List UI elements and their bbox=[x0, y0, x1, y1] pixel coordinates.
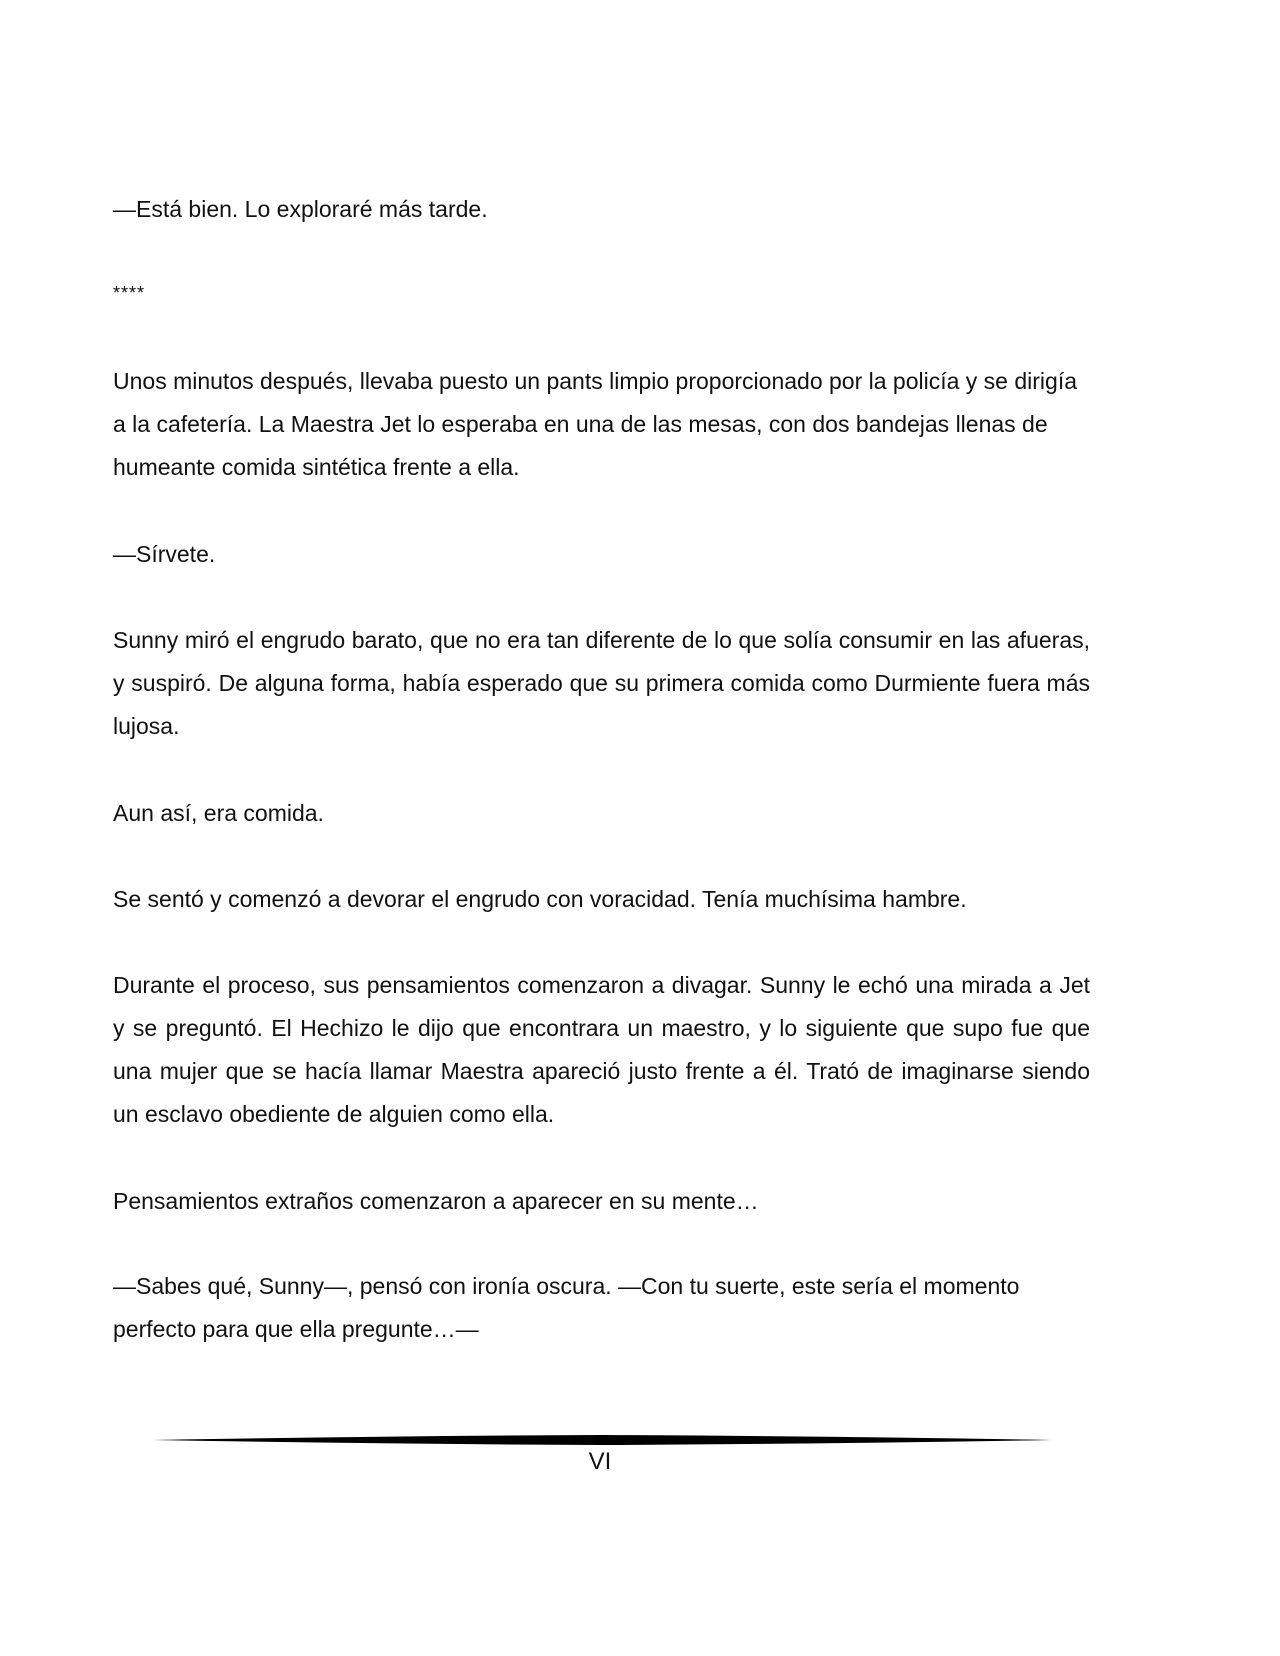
page-number: VI bbox=[588, 1448, 612, 1475]
paragraph-3: —Sírvete. bbox=[113, 541, 216, 567]
paragraph-7: Durante el proceso, sus pensamientos comenzaron a divagar. Sunny le echó una mirada a Jet y se preguntó. El Hechizo le dijo que encontrara un maestro, y lo siguiente que supo fue que una mujer que se hacía llamar Maestra apareció justo frente a él. Trató de imaginarse siendo un esclavo obediente de alguien como ella. bbox=[113, 972, 1090, 1127]
paragraph-1: —Está bien. Lo exploraré más tarde. bbox=[113, 196, 488, 222]
scene-separator: **** bbox=[113, 283, 146, 303]
paragraph-9: —Sabes qué, Sunny—, pensó con ironía oscura. —Con tu suerte, este sería el momento perfecto para que ella pregunte…— bbox=[113, 1273, 1020, 1342]
paragraph-8: Pensamientos extraños comenzaron a aparecer en su mente… bbox=[113, 1188, 759, 1214]
paragraph-2: Unos minutos después, llevaba puesto un pants limpio proporcionado por la policía y se dirigía a la cafetería. La Maestra Jet lo esperaba en una de las mesas, con dos bandejas llenas de humeante comida sintética frente a ella. bbox=[113, 368, 1078, 480]
paragraph-4: Sunny miró el engrudo barato, que no era tan diferente de lo que solía consumir en las afueras, y suspiró. De alguna forma, había esperado que su primera comida como Durmiente fuera más lujosa. bbox=[113, 627, 1090, 739]
footer-divider bbox=[152, 1434, 1052, 1446]
paragraph-6: Se sentó y comenzó a devorar el engrudo con voracidad. Tenía muchísima hambre. bbox=[113, 886, 967, 912]
paragraph-5: Aun así, era comida. bbox=[113, 800, 324, 826]
footer-divider-shape bbox=[152, 1435, 1052, 1445]
